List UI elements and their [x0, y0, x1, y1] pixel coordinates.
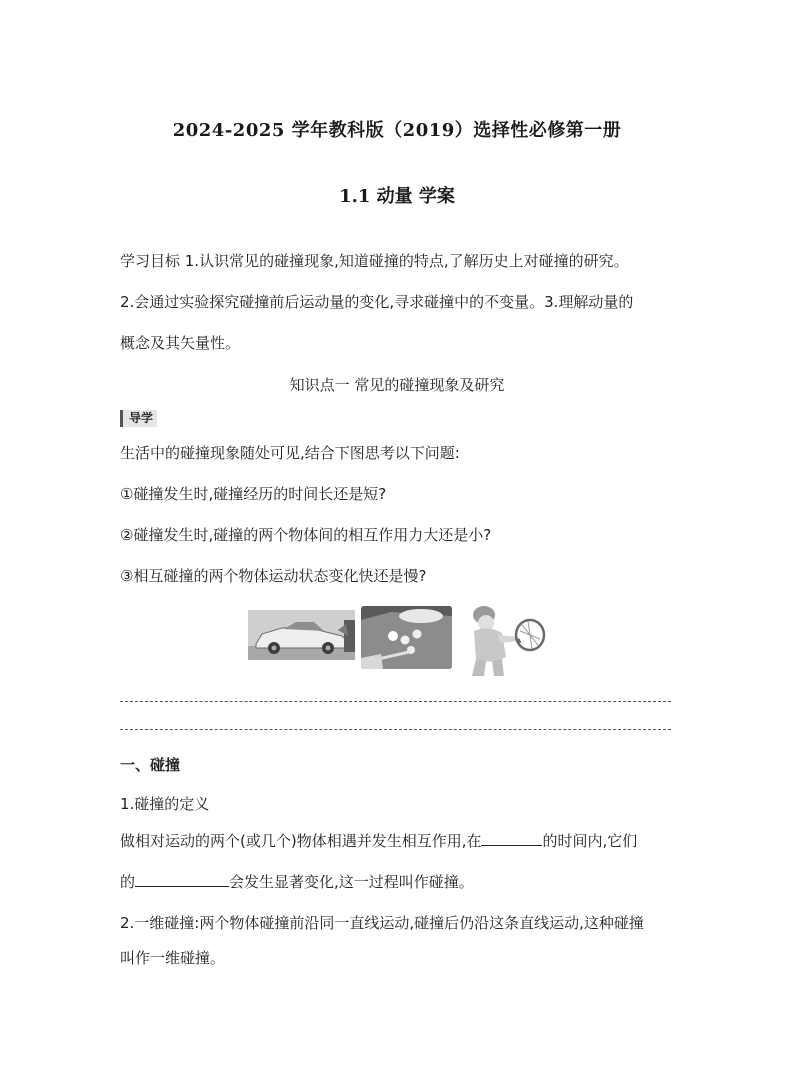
- objectives-line-1: 学习目标 1.认识常见的碰撞现象,知道碰撞的特点,了解历史上对碰撞的研究。: [120, 252, 629, 270]
- objectives-line-3: 概念及其矢量性。: [120, 334, 241, 352]
- document-title: 2024-2025 学年教科版（2019）选择性必修第一册: [172, 120, 622, 141]
- lesson-title: 1.1 动量 学案: [339, 186, 455, 207]
- section-heading-collision: 一、碰撞: [120, 756, 181, 774]
- definition-title: 1.碰撞的定义: [120, 795, 210, 813]
- question-1: ①碰撞发生时,碰撞经历的时间长还是短?: [120, 485, 387, 503]
- fill-blank-2[interactable]: [135, 872, 229, 887]
- definition-text-1: 做相对运动的两个(或几个)物体相遇并发生相互作用,在: [120, 832, 482, 850]
- question-2: ②碰撞发生时,碰撞的两个物体间的相互作用力大还是小?: [120, 526, 492, 544]
- question-3: ③相互碰撞的两个物体运动状态变化快还是慢?: [120, 567, 427, 585]
- answer-line-2: [120, 729, 671, 730]
- guide-tag: 导学: [120, 410, 157, 427]
- tennis-player-graphic: [462, 601, 550, 676]
- car-crash-image: [248, 610, 355, 660]
- answer-line-1: [120, 701, 671, 702]
- definition-text-3: 的: [120, 873, 136, 891]
- billiards-image: [361, 606, 452, 669]
- objectives-line-2: 2.会通过实验探究碰撞前后运动量的变化,寻求碰撞中的不变量。3.理解动量的: [120, 293, 634, 311]
- definition-line-2: [120, 872, 680, 892]
- car-crash-graphic: [248, 610, 355, 660]
- definition-text-4: 会发生显著变化,这一过程叫作碰撞。: [229, 873, 474, 891]
- fill-blank-1[interactable]: [481, 831, 542, 846]
- definition-text-2: 的时间内,它们: [542, 832, 638, 850]
- one-dimensional-line-2: 叫作一维碰撞。: [120, 949, 226, 967]
- definition-line-1: [120, 831, 680, 851]
- tennis-player-image: [462, 601, 550, 676]
- one-dimensional-line-1: 2.一维碰撞:两个物体碰撞前沿同一直线运动,碰撞后仍沿这条直线运动,这种碰撞: [120, 914, 644, 932]
- guide-intro: 生活中的碰撞现象随处可见,结合下图思考以下问题:: [120, 444, 460, 462]
- knowledge-point-title: 知识点一 常见的碰撞现象及研究: [289, 376, 505, 394]
- billiards-graphic: [361, 606, 452, 669]
